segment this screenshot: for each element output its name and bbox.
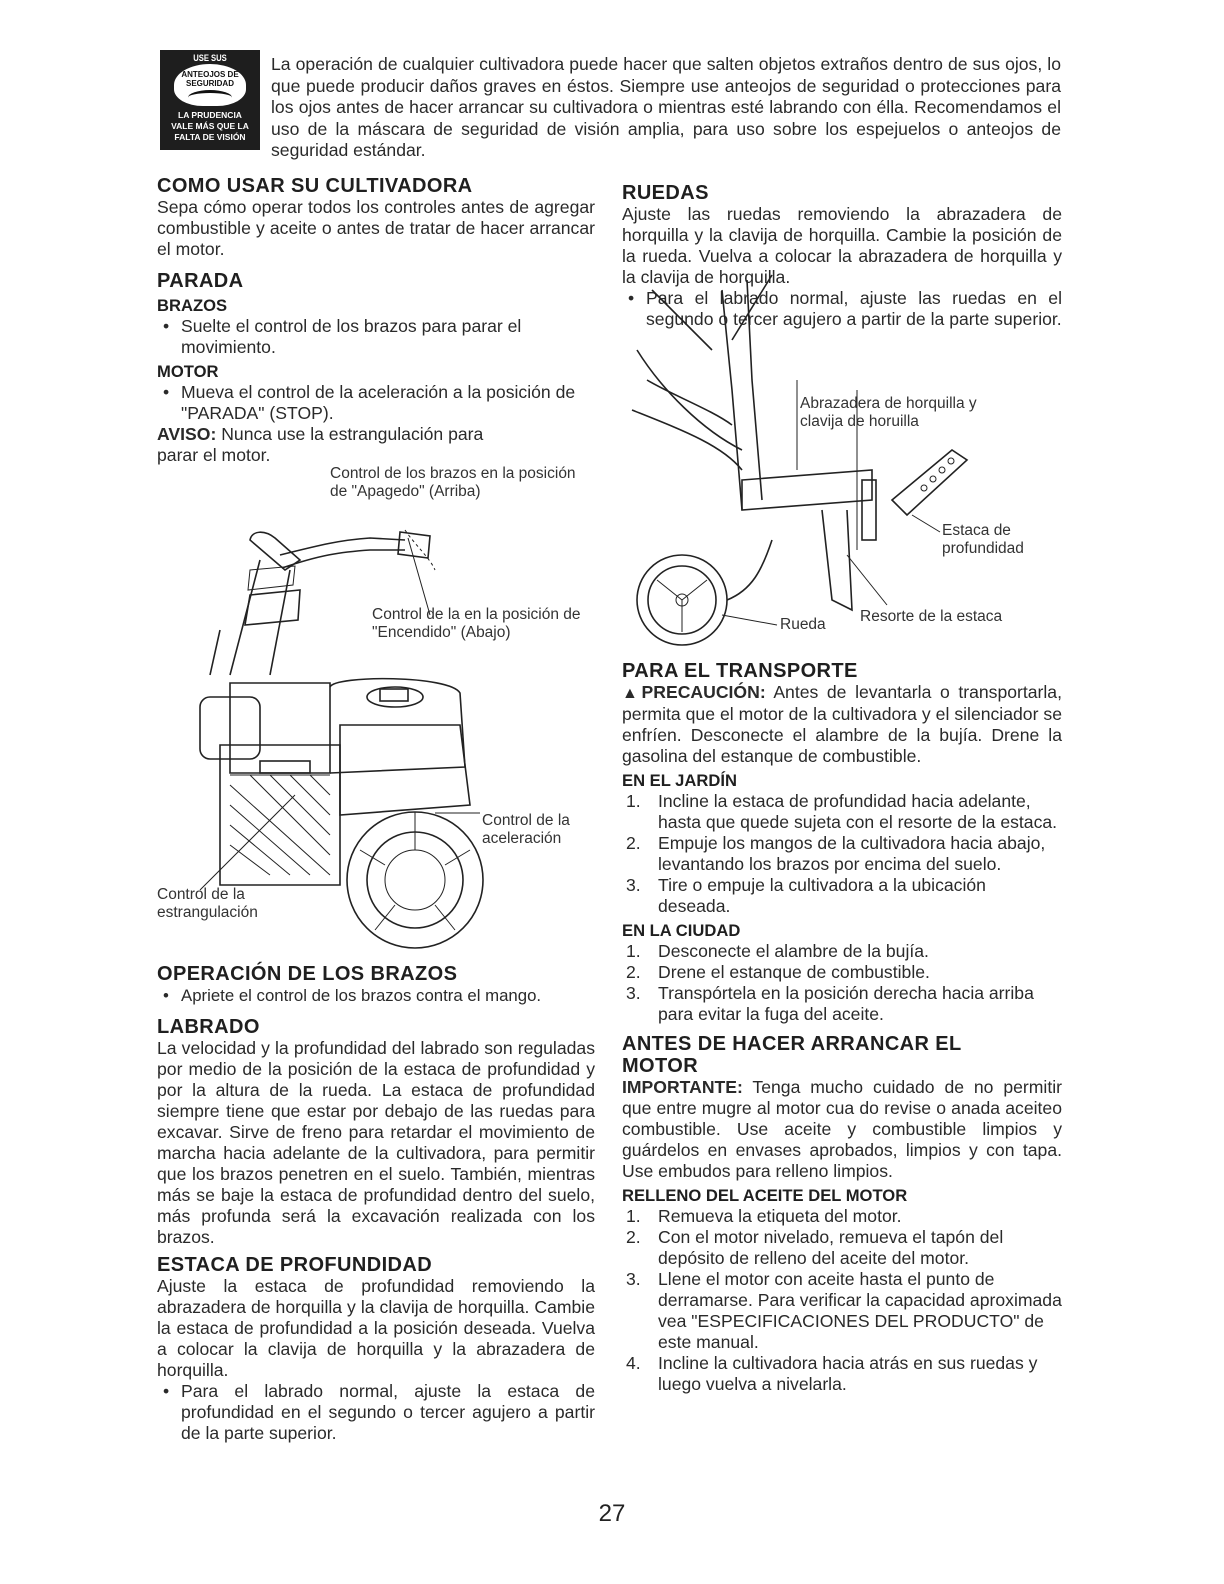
precaucion-text: Antes de levantarla o transportarla, permita que el motor de la cultivadora y el silenciador se enfríen. Desconecte el alambre de la bujía. Drene la gasolina del estanque de combustible.: [622, 682, 1062, 766]
relleno-item: 1. Remueva la etiqueta del motor.: [626, 1206, 902, 1226]
badge-bottom-label-3: FALTA DE VISIÓN: [174, 132, 246, 142]
wheel-stake-illustration: [622, 270, 1042, 640]
ciudad-item: 2. Drene el estanque de combustible.: [626, 962, 930, 982]
estaca-bullet: • Para el labrado normal, ajuste la estaca de profundidad en el segundo o tercer agujero a partir de la parte superior.: [157, 1381, 595, 1444]
ciudad-item-text: Drene el estanque de combustible.: [658, 962, 930, 982]
relleno-item: 2. Con el motor nivelado, remueva el tapón del depósito de relleno del aceite del motor.: [626, 1227, 1004, 1268]
relleno-item-text: Con el motor nivelado, remueva el tapón del depósito de relleno del aceite del motor.: [658, 1227, 1004, 1268]
ruedas-bullet: • Para el labrado normal, ajuste las ruedas en el segundo o tercer agujero a partir de la parte superior.: [622, 288, 1062, 330]
jardin-item-text: Incline la estaca de profundidad hacia adelante, hasta que quede sujeta con el resorte de la estaca.: [658, 791, 1058, 832]
relleno-item: 3. Llene el motor con aceite hasta el punto de derramarse. Para verificar la capacidad aproximada vea "ESPECIFICACIONES DEL PRODUCTO" de este manual.: [626, 1269, 1062, 1352]
jardin-subheading: EN EL JARDÍN: [622, 771, 737, 790]
fig3-caption-stake: Estaca de profundidad: [942, 522, 1024, 557]
badge-bottom-label-2: VALE MÁS QUE LA: [171, 121, 249, 131]
fig2-caption-choke: Control de la estrangulación: [157, 886, 258, 921]
badge-bottom-label-1: LA PRUDENCIA: [178, 110, 242, 120]
aviso-label: AVISO:: [157, 424, 217, 444]
glasses-icon: [188, 90, 232, 105]
relleno-item: 4. Incline la cultivadora hacia atrás en sus ruedas y luego vuelva a nivelarla.: [626, 1353, 1038, 1394]
operacion-bullet: • Apriete el control de los brazos contra el mango.: [157, 985, 595, 1006]
transporte-heading: PARA EL TRANSPORTE: [622, 660, 858, 682]
badge-circle: [174, 64, 246, 106]
badge-top-label: USE SUS: [193, 53, 227, 63]
safety-glasses-badge: [160, 50, 260, 150]
como-usar-heading: COMO USAR SU CULTIVADORA: [157, 175, 473, 197]
aviso-note: [157, 424, 517, 466]
warning-triangle-icon: ▲: [622, 685, 642, 702]
como-usar-text: Sepa cómo operar todos los controles antes de agregar combustible y aceite o antes de tratar de hacer arrancar el motor.: [157, 197, 595, 259]
ciudad-item: 1. Desconecte el alambre de la bujía.: [626, 941, 929, 961]
jardin-item: 1. Incline la estaca de profundidad hacia adelante, hasta que quede sujeta con el resorte de la estaca.: [626, 791, 1058, 832]
estaca-text: Ajuste la estaca de profundidad removiendo la abrazadera de horquilla y la clavija de horquilla. Cambie la estaca de profundidad a la posición deseada. Vuelva a colocar la clavija de horquilla y la abrazadera de horquilla.: [157, 1276, 595, 1380]
jardin-item: 3. Tire o empuje la cultivadora a la ubicación deseada.: [626, 875, 986, 916]
jardin-item-text: Empuje los mangos de la cultivadora hacia abajo, levantando los brazos por encima del suelo.: [658, 833, 1046, 874]
eye-warning-text: La operación de cualquier cultivadora puede hacer que salten objetos extraños dentro de sus ojos, lo que puede producir daños graves en éstos. Siempre use anteojos de seguridad o protecciones para los ojos antes de hacer arrancar su cultivadora o mientras esté labrando con élla. Recomendamos el uso de la máscara de seguridad de visión amplia, para uso sobre los espejuelos o anteojos de seguridad estándar.: [271, 54, 1061, 160]
aviso-text: Nunca use la estrangulación para parar el motor.: [157, 424, 484, 465]
relleno-item-text: Llene el motor con aceite hasta el punto de derramarse. Para verificar la capacidad aproximada vea "ESPECIFICACIONES DEL PRODUCTO" de este manual.: [658, 1269, 1062, 1352]
estaca-heading: ESTACA DE PROFUNDIDAD: [157, 1254, 433, 1276]
motor-bullet: • Mueva el control de la aceleración a la posición de "PARADA" (STOP).: [157, 382, 595, 424]
parada-heading: PARADA: [157, 270, 244, 292]
badge-mid-label-1: ANTEOJOS DE: [181, 70, 239, 79]
fig3-caption-clamp: Abrazadera de horquilla y clavija de horuilla: [800, 395, 977, 430]
operacion-heading: OPERACIÓN DE LOS BRAZOS: [157, 963, 458, 985]
right-column-bottom: [622, 660, 1062, 1395]
labrado-heading: LABRADO: [157, 1016, 260, 1038]
precaucion-label: PRECAUCIÓN:: [641, 682, 766, 702]
antes-heading: ANTES DE HACER ARRANCAR EL MOTOR: [622, 1033, 962, 1077]
ruedas-text: Ajuste las ruedas removiendo la abrazadera de horquilla y la clavija de horquilla. Cambie la posición de la rueda. Vuelva a colocar la abrazadera de horquilla y la clavija de horquilla.: [622, 204, 1062, 287]
ciudad-item-text: Desconecte el alambre de la bujía.: [658, 941, 929, 961]
motor-subheading: MOTOR: [157, 362, 219, 381]
ciudad-item-text: Transpórtela en la posición derecha hacia arriba para evitar la fuga del aceite.: [658, 983, 1034, 1024]
relleno-subheading: RELLENO DEL ACEITE DEL MOTOR: [622, 1186, 908, 1205]
fig3-caption-spring: Resorte de la estaca: [860, 608, 1003, 625]
handle-illustration: [190, 500, 450, 675]
importante-label: IMPORTANTE:: [622, 1077, 743, 1097]
ciudad-subheading: EN LA CIUDAD: [622, 921, 741, 940]
relleno-item-text: Incline la cultivadora hacia atrás en sus ruedas y luego vuelva a nivelarla.: [658, 1353, 1038, 1394]
importante-text: Tenga mucho cuidado de no permitir que entre mugre al motor cua do revise o anada aceiteo combustible. Use aceite y combustible limpios y guárdelos en envases aprobados, limpios y con tapa. Use embudos para relleno limpios.: [622, 1077, 1062, 1181]
labrado-text: La velocidad y la profundidad del labrado son reguladas por medio de la posición de la estaca de profundidad y por la altura de la rueda. La estaca de profundidad siempre tiene que estar por debajo de las ruedas para excavar. Sirve de freno para retardar el movimiento de marcha hacia adelante de la cultivadora, para permitir que los brazos penetren en el suelo. También, mientras más se baje la estaca de profundidad dentro del suelo, más profunda será la excavación realizada con los brazos.: [157, 1038, 595, 1247]
brazos-bullet: • Suelte el control de los brazos para parar el movimiento.: [157, 316, 595, 358]
jardin-item-text: Tire o empuje la cultivadora a la ubicación deseada.: [658, 875, 986, 916]
left-column-bottom: [157, 963, 595, 1444]
jardin-item: 2. Empuje los mangos de la cultivadora hacia abajo, levantando los brazos por encima del suelo.: [626, 833, 1046, 874]
left-column-top: [157, 175, 595, 466]
brazos-subheading: BRAZOS: [157, 296, 228, 315]
importante-paragraph: [622, 1077, 1062, 1182]
fig2-caption-throttle: Control de la aceleración: [482, 812, 570, 847]
badge-mid-label-2: SEGURIDAD: [185, 79, 234, 88]
ruedas-heading: RUEDAS: [622, 182, 709, 204]
page-number: 27: [598, 1500, 626, 1527]
fig1-caption-off: Control de los brazos en la posición de "Apagedo" (Arriba): [330, 465, 576, 500]
ciudad-item: 3. Transpórtela en la posición derecha hacia arriba para evitar la fuga del aceite.: [626, 983, 1034, 1024]
fig1-caption-on: Control de la en la posición de "Encendido" (Abajo): [372, 606, 581, 641]
precaucion-paragraph: [622, 682, 1062, 767]
fig3-caption-wheel: Rueda: [780, 616, 826, 633]
relleno-item-text: Remueva la etiqueta del motor.: [658, 1206, 902, 1226]
